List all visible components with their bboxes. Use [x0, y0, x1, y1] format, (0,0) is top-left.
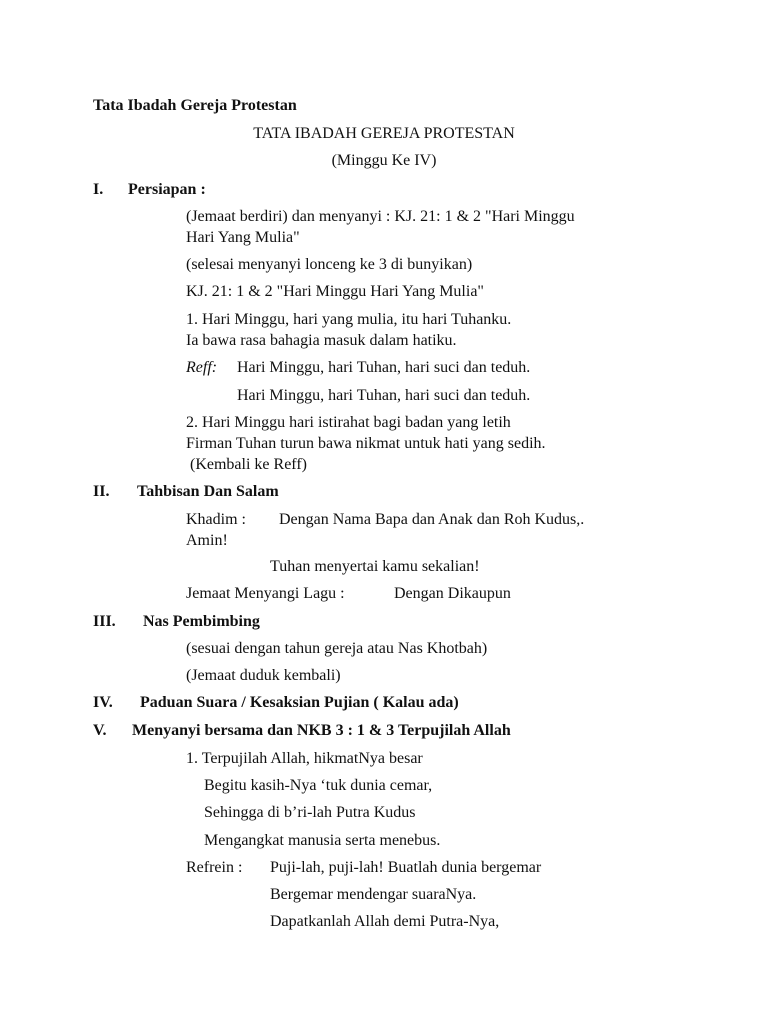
section-3-line: (Jemaat duduk kembali): [186, 667, 341, 684]
khadim-text: Dengan Nama Bapa dan Anak dan Roh Kudus,.: [279, 511, 585, 528]
section-4-title: Paduan Suara / Kesaksian Pujian ( Kalau ada): [140, 694, 459, 711]
section-3-line: (sesuai dengan tahun gereja atau Nas Khotbah): [186, 640, 488, 657]
section-1-title: Persiapan :: [128, 181, 206, 198]
section-2-title: Tahbisan Dan Salam: [137, 483, 279, 500]
section-1-line: (Jemaat berdiri) dan menyanyi : KJ. 21: 1 & 2 "Hari Minggu: [186, 208, 575, 225]
document-title: Tata Ibadah Gereja Protestan: [93, 97, 297, 114]
section-4-number: IV.: [93, 694, 113, 711]
verse-1-line: Ia bawa rasa bahagia masuk dalam hatiku.: [186, 332, 457, 349]
refrein-line: Puji-lah, puji-lah! Buatlah dunia bergemar: [270, 859, 542, 876]
khadim-amin: Amin!: [186, 532, 228, 549]
refrein-line: Bergemar mendengar suaraNya.: [270, 886, 477, 903]
verse-2-line: 2. Hari Minggu hari istirahat bagi badan yang letih: [186, 414, 511, 431]
song-verse-line: 1. Terpujilah Allah, hikmatNya besar: [186, 750, 423, 767]
main-title: TATA IBADAH GEREJA PROTESTAN: [253, 125, 515, 142]
section-2-number: II.: [93, 483, 110, 500]
section-1-number: I.: [93, 181, 104, 198]
verse-2-line: (Kembali ke Reff): [190, 456, 307, 473]
section-1-line: (selesai menyanyi lonceng ke 3 di bunyikan): [186, 256, 473, 273]
section-2-line: Tuhan menyertai kamu sekalian!: [270, 558, 480, 575]
section-5-number: V.: [93, 722, 107, 739]
jemaat-label: Jemaat Menyangi Lagu :: [186, 585, 345, 602]
khadim-label: Khadim :: [186, 511, 246, 528]
reff-label: Reff:: [186, 359, 218, 376]
section-3-number: III.: [93, 613, 116, 630]
refrein-line: Dapatkanlah Allah demi Putra-Nya,: [270, 913, 500, 930]
song-verse-line: Mengangkat manusia serta menebus.: [204, 832, 441, 849]
section-1-line: KJ. 21: 1 & 2 "Hari Minggu Hari Yang Mulia": [186, 283, 484, 300]
reff-line: Hari Minggu, hari Tuhan, hari suci dan teduh.: [237, 359, 531, 376]
refrein-label: Refrein :: [186, 859, 243, 876]
subtitle: (Minggu Ke IV): [331, 152, 437, 169]
verse-2-line: Firman Tuhan turun bawa nikmat untuk hati yang sedih.: [186, 435, 546, 452]
jemaat-song: Dengan Dikaupun: [394, 585, 511, 602]
section-1-line: Hari Yang Mulia": [186, 229, 300, 246]
song-verse-line: Sehingga di b’ri-lah Putra Kudus: [204, 804, 416, 821]
section-5-title: Menyanyi bersama dan NKB 3 : 1 & 3 Terpujilah Allah: [132, 722, 511, 739]
reff-line: Hari Minggu, hari Tuhan, hari suci dan teduh.: [237, 387, 531, 404]
song-verse-line: Begitu kasih-Nya ‘tuk dunia cemar,: [204, 777, 433, 794]
verse-1-line: 1. Hari Minggu, hari yang mulia, itu hari Tuhanku.: [186, 311, 512, 328]
section-3-title: Nas Pembimbing: [143, 613, 260, 630]
